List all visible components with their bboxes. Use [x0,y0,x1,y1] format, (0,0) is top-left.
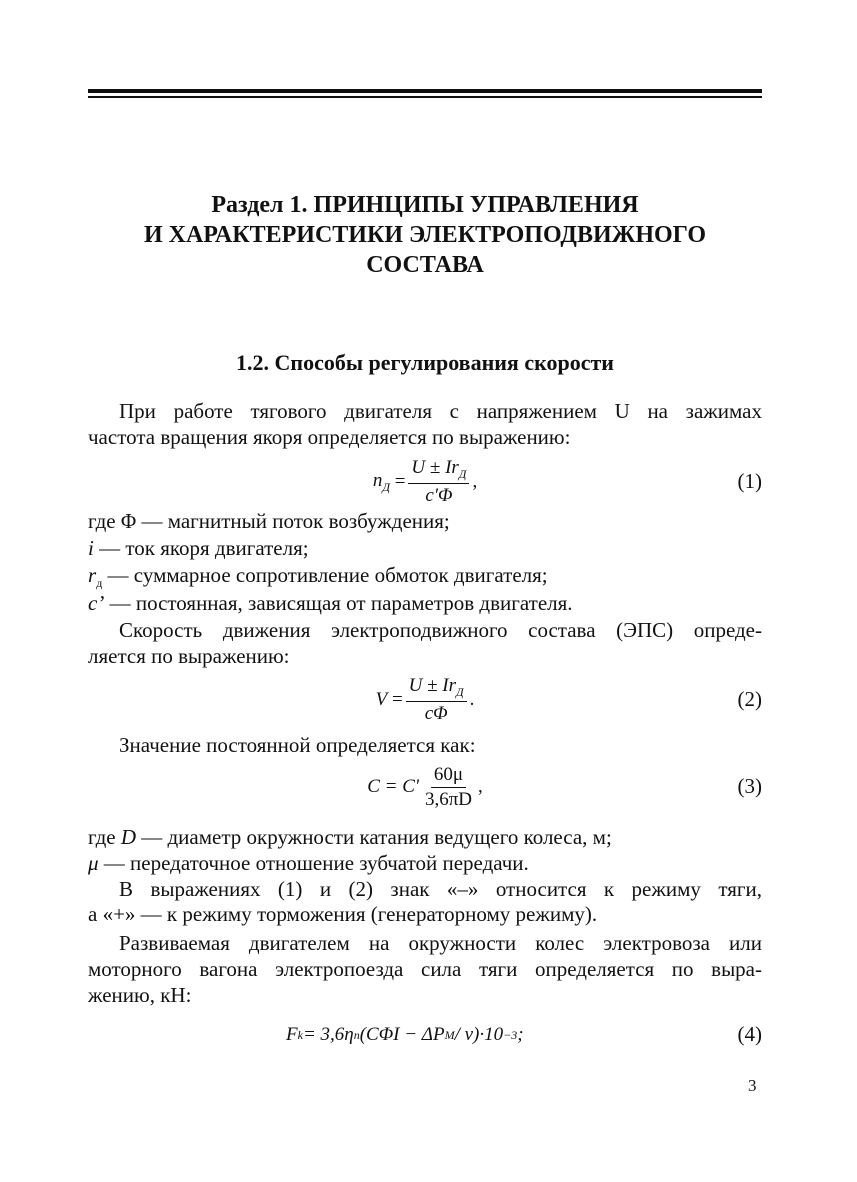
f3-fraction: $\frac{60\mu}{3,6\pi D}$ [424,763,473,810]
top-rule-thin [88,96,762,98]
definition-line: $r_д$ — суммарное сопротивление обмоток двигателя; [88,563,548,591]
section-title-line: Раздел 1. ПРИНЦИПЫ УПРАВЛЕНИЯ [211,192,639,218]
f1-fraction: $\frac{U \pm Ir_Д}{c'\Phi}$ [408,457,469,507]
definition-line: где Φ — магнитный поток возбуждения; [88,509,450,533]
paragraph-line: ляется по выражению: [88,644,290,668]
f2-fraction: $\frac{U \pm Ir_Д}{c\Phi}$ [406,675,467,725]
formula-2: V = $\frac{U \pm Ir_Д}{c\Phi}$ . (2) [375,675,762,724]
section-title [88,190,762,280]
equation-number: (4) [737,1022,762,1046]
equation-number: (2) [737,687,762,711]
definition-line: c’ — постоянная, зависящая от параметров двигателя. [88,591,573,615]
subsection-title: 1.2. Способы регулирования скорости [236,350,614,375]
paragraph-line: а «+» — к режиму торможения (генераторному режиму). [88,902,598,926]
formula-1: $n_Д$ = $\frac{U \pm Ir_Д}{c'\Phi}$ , (1) [372,457,762,506]
paragraph-line: Скорость движения электроподвижного состава (ЭПС) опреде- [119,618,762,642]
section-title-line: СОСТАВА [366,252,484,278]
formula-4 [88,1010,762,1060]
f1-lhs: $n_Д$ [372,469,390,494]
definition-line: i — ток якоря двигателя; [88,536,309,560]
page-number: 3 [748,1076,757,1095]
f4-expression: F k = 3,6η n (CΦI − ΔP M / v)·10 −3 ; [286,1024,524,1045]
equation-number: (1) [737,469,762,493]
paragraph-line: моторного вагона электропоезда сила тяги определяется по выра- [88,957,762,981]
definition-line: где D — диаметр окружности катания ведущего колеса, м; [88,825,612,849]
paragraph-line: Развиваемая двигателем на окружности колес электровоза или [119,931,762,955]
equation-number: (3) [737,774,762,798]
formula-3: C = C' $\frac{60\mu}{3,6\pi D}$ , (3) [367,763,762,810]
paragraph-line: В выражениях (1) и (2) знак «–» относится к режиму тяги, [119,877,762,901]
top-rule-thick [88,89,762,93]
paragraph-line: частота вращения якоря определяется по выражению: [88,425,571,449]
paragraph-line: жению, кН: [88,983,192,1007]
definition-line: μ — передаточное отношение зубчатой передачи. [88,851,529,875]
section-title-line: И ХАРАКТЕРИСТИКИ ЭЛЕКТРОПОДВИЖНОГО [143,222,707,248]
paragraph-line: Значение постоянной определяется как: [119,733,476,757]
paragraph-line: При работе тягового двигателя с напряжением U на зажимах [119,399,762,423]
